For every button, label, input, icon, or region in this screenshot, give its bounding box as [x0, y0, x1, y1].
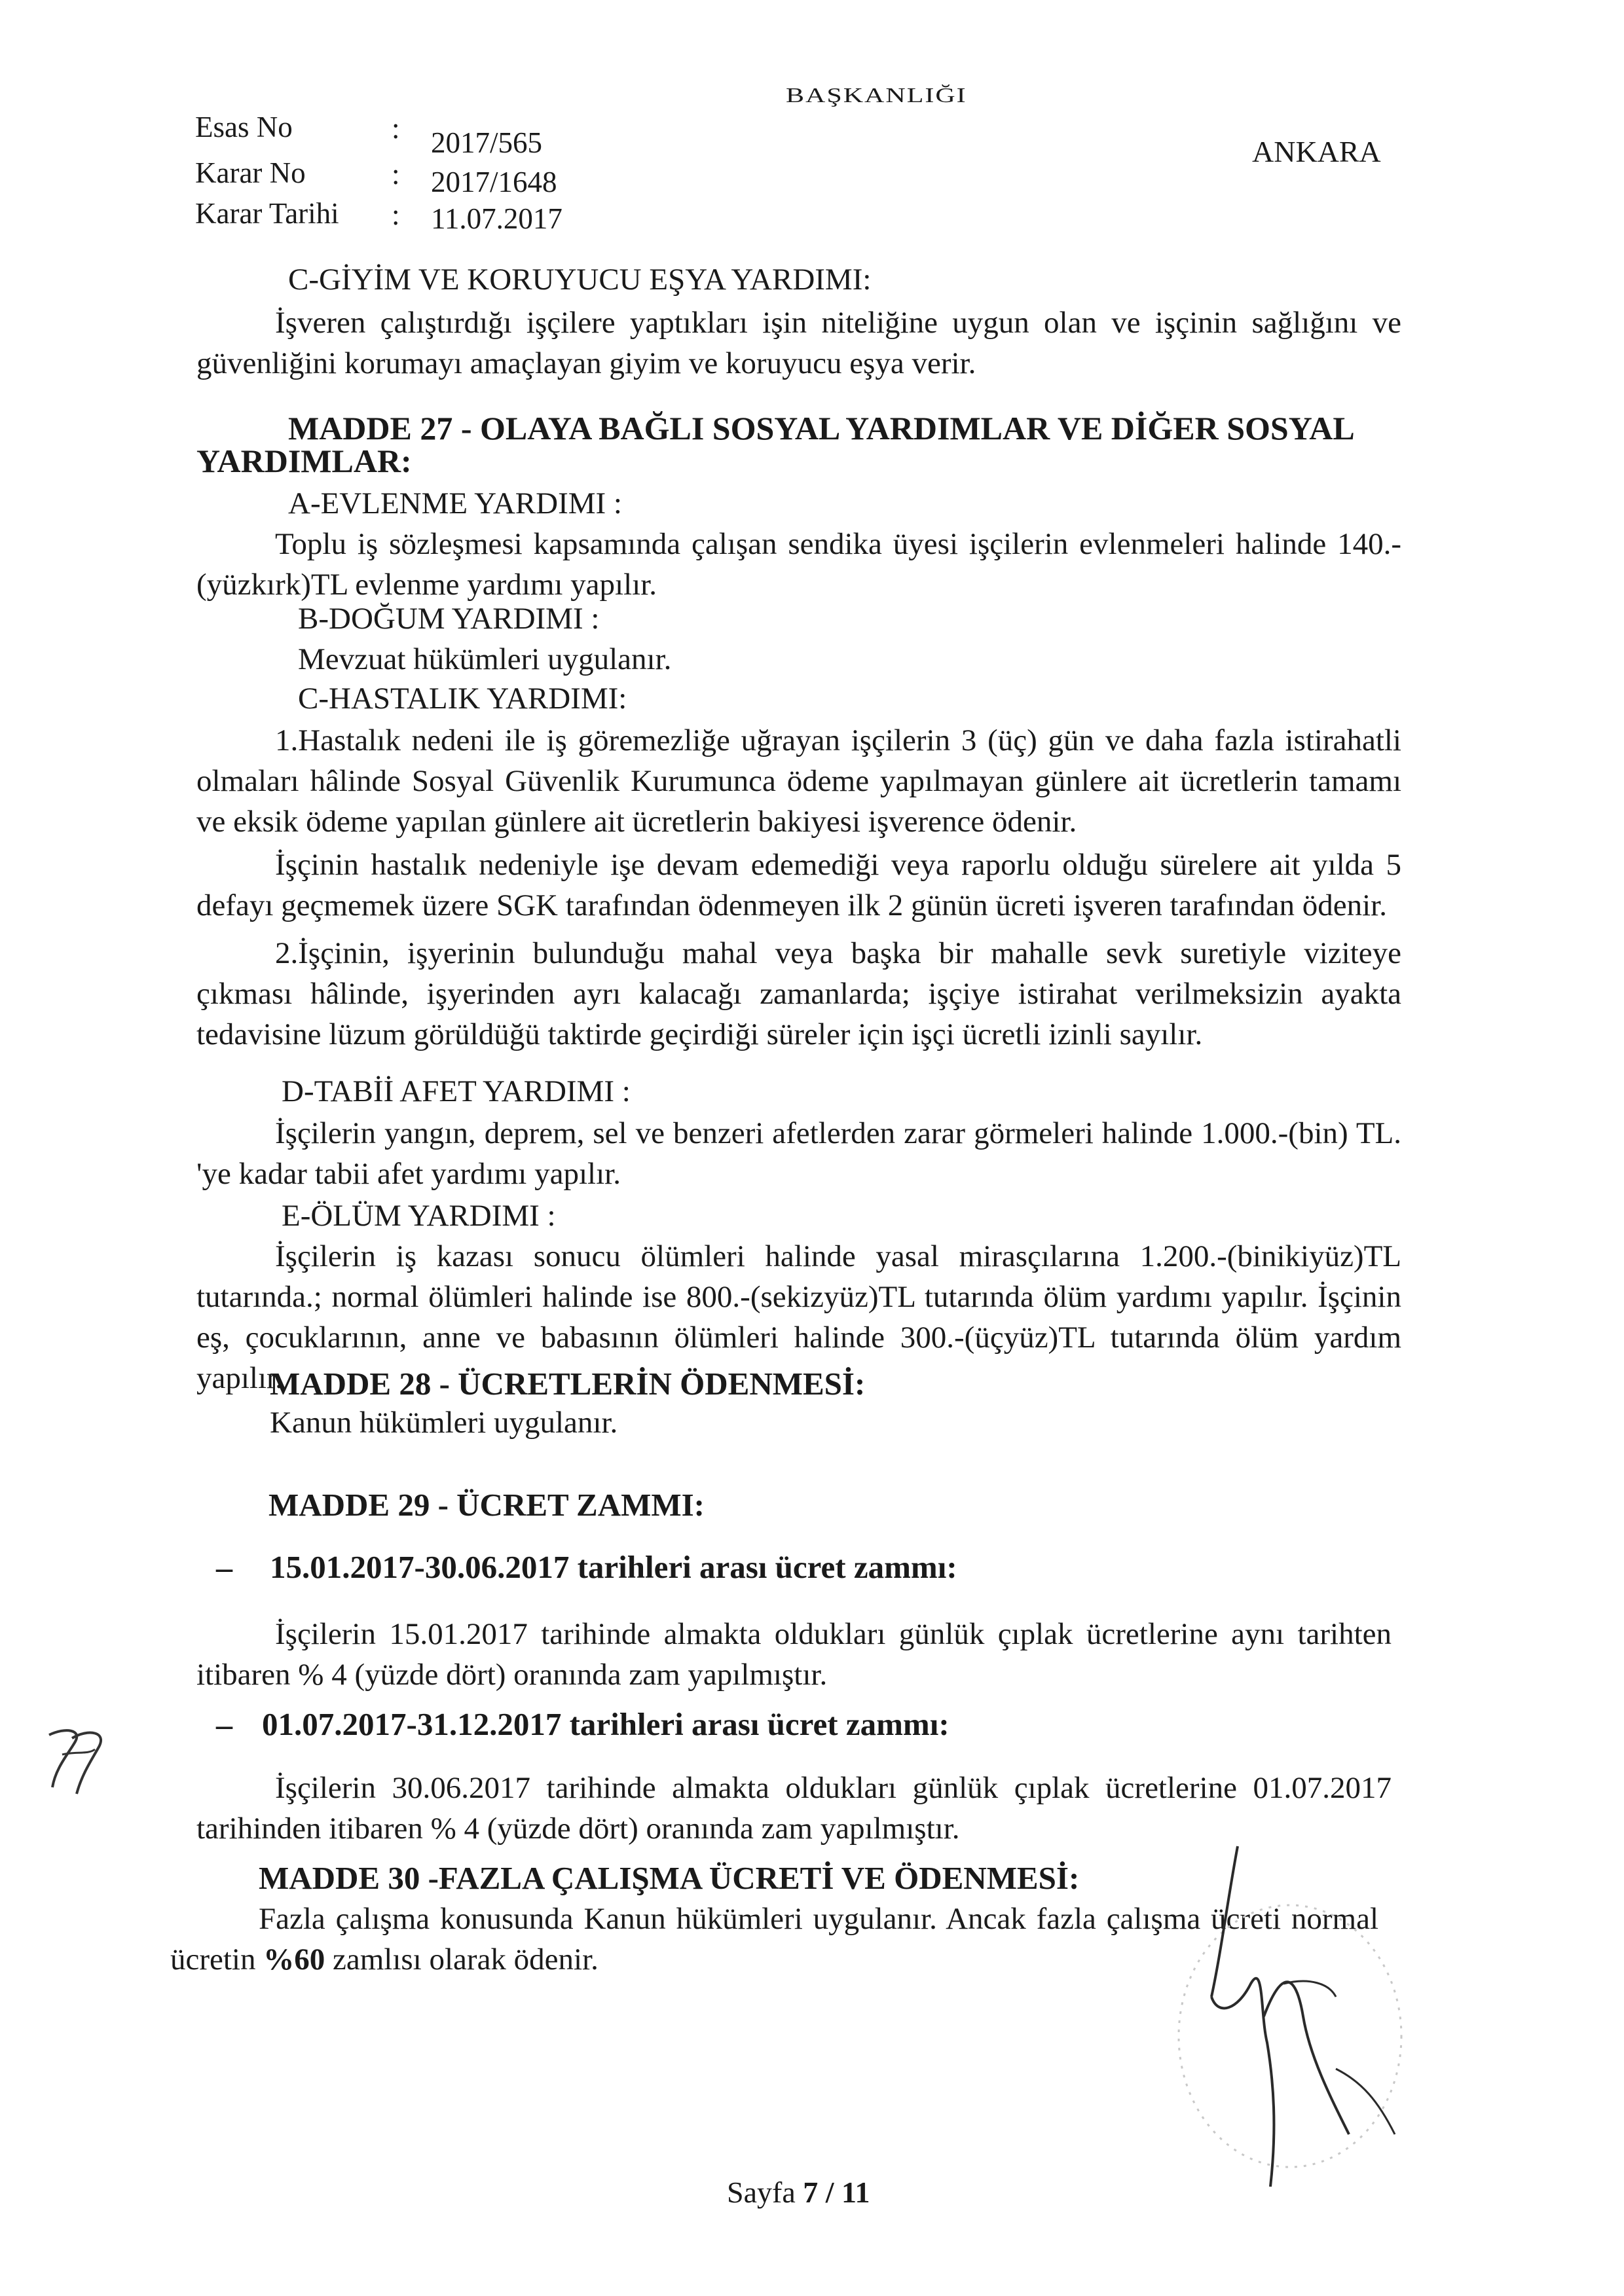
karar-tarihi-row — [195, 196, 654, 236]
office-title-partial: BAŞKANLIĞI — [786, 84, 967, 107]
signature-stamp — [1113, 1820, 1454, 2187]
page-number-value: 7 / 11 — [803, 2176, 870, 2209]
karar-tarihi-value: 11.07.2017 — [431, 202, 563, 235]
dogum-yardimi-heading: B-DOĞUM YARDIMI : — [298, 602, 600, 636]
case-info-block — [195, 110, 654, 236]
evlenme-yardimi-text: Toplu iş sözleşmesi kapsamında çalışan sendika üyesi işçilerin evlenmeleri halinde 140.-(yüzkırk)TL evlenme yardımı yapılır. — [196, 527, 1401, 602]
madde-27-title-line2: YARDIMLAR: — [196, 443, 412, 479]
karar-tarihi-label: Karar Tarihi — [195, 197, 339, 230]
olum-yardimi-heading: E-ÖLÜM YARDIMI : — [282, 1199, 556, 1233]
madde-30-text-part2: zamlısı olarak ödenir. — [325, 1942, 599, 1977]
hastalik-yardimi-text-1: 1.Hastalık nedeni ile iş göremezliğe uğrayan işçilerin 3 (üç) gün ve daha fazla istirahatli olmaları hâlinde Sosyal Güvenlik Kurumunca ödeme yapılmayan günlere ait ücretlerin tamamı ve eksik ödeme yapılan günlere ait ücretlerin bakiyesi işverence ödenir. — [196, 723, 1401, 839]
dogum-yardimi-text: Mevzuat hükümleri uygulanır. — [298, 642, 672, 676]
madde-29-item1-text: İşçilerin 15.01.2017 tarihinde almakta oldukları günlük çıplak ücretlerine aynı tarihten itibaren % 4 (yüzde dört) oranında zam yapılmıştır. — [196, 1617, 1392, 1692]
madde-28-text: Kanun hükümleri uygulanır. — [270, 1406, 618, 1440]
page-number — [727, 2175, 870, 2210]
madde-29-item2-text: İşçilerin 30.06.2017 tarihinde almakta oldukları günlük çıplak ücretlerine 01.07.2017 tarihinden itibaren % 4 (yüzde dört) oranında zam yapılmıştır. — [196, 1771, 1392, 1846]
madde-27-title-line1: MADDE 27 - OLAYA BAĞLI SOSYAL YARDIMLAR VE DİĞER SOSYAL — [288, 410, 1355, 446]
madde-29-item2-title: 01.07.2017-31.12.2017 tarihleri arası ücret zammı: — [262, 1706, 950, 1742]
karar-no-row — [195, 156, 654, 198]
madde-30-text-part1: Fazla çalışma konusunda Kanun hükümleri uygulanır. Ancak fazla çalışma ücreti normal ücretin — [170, 1902, 1378, 1977]
madde-30-title: MADDE 30 -FAZLA ÇALIŞMA ÜCRETİ VE ÖDENMESİ: — [259, 1860, 1080, 1896]
page-number-prefix: Sayfa — [727, 2176, 803, 2209]
giyim-yardimi-heading: C-GİYİM VE KORUYUCU EŞYA YARDIMI: — [288, 263, 872, 297]
karar-no-label: Karar No — [195, 156, 306, 189]
hastalik-yardimi-text-2: İşçinin hastalık nedeniyle işe devam edemediği veya raporlu olduğu sürelere ait yılda 5 defayı geçmemek üzere SGK tarafından ödenmeyen ilk 2 günün ücreti işveren tarafından ödenir. — [196, 848, 1401, 922]
madde-29-item1-title: 15.01.2017-30.06.2017 tarihleri arası ücret zammı: — [270, 1549, 957, 1585]
madde-28-title: MADDE 28 - ÜCRETLERİN ÖDENMESİ: — [270, 1366, 866, 1402]
madde-30-percent: %60 — [263, 1942, 325, 1977]
esas-no-label: Esas No — [195, 111, 293, 143]
hastalik-yardimi-text-3: 2.İşçinin, işyerinin bulunduğu mahal veya başka bir mahalle sevk suretiyle viziteye çıkması hâlinde, işyerinden ayrı kalacağı zamanlarda; işçiye istirahat verilmeksizin ayakta tedavisine lüzum görüldüğü taktirde geçirdiği süreler için işçi ücretli izinli sayılır. — [196, 936, 1401, 1051]
karar-tarihi-sep: : — [392, 198, 400, 231]
karar-no-sep: : — [392, 158, 400, 191]
evlenme-yardimi-heading: A-EVLENME YARDIMI : — [288, 486, 622, 520]
olum-yardimi-text: İşçilerin iş kazası sonucu ölümleri halinde yasal mirasçılarına 1.200.-(binikiyüz)TL tutarında.; normal ölümleri halinde ise 800.-(sekizyüz)TL tutarında ölüm yardımı yapılır. İşçinin eş, çocuklarının, anne ve babasının ölümleri halinde 300.-(üçyüz)TL tutarında ölüm yardım yapılır. — [196, 1239, 1401, 1395]
tabii-afet-yardimi-heading: D-TABİİ AFET YARDIMI : — [282, 1074, 631, 1108]
esas-no-row — [195, 110, 654, 159]
madde-29-item2-bullet: – — [216, 1706, 232, 1743]
city-label: ANKARA — [1252, 135, 1381, 168]
hastalik-yardimi-heading: C-HASTALIK YARDIMI: — [298, 682, 627, 716]
tabii-afet-yardimi-text: İşçilerin yangın, deprem, sel ve benzeri afetlerden zarar görmeleri halinde 1.000.-(bin) TL. 'ye kadar tabii afet yardımı yapılır. — [196, 1116, 1401, 1191]
margin-handwritten-initials — [36, 1715, 121, 1807]
esas-no-sep: : — [392, 112, 400, 145]
madde-29-title: MADDE 29 - ÜCRET ZAMMI: — [268, 1487, 705, 1523]
esas-no-value: 2017/565 — [431, 126, 543, 159]
karar-no-value: 2017/1648 — [431, 166, 557, 198]
giyim-yardimi-text: İşveren çalıştırdığı işçilere yaptıkları işin niteliğine uygun olan ve işçinin sağlığını ve güvenliğini korumayı amaçlayan giyim ve koruyucu eşya verir. — [196, 306, 1401, 380]
madde-29-item1-bullet: – — [216, 1549, 232, 1586]
